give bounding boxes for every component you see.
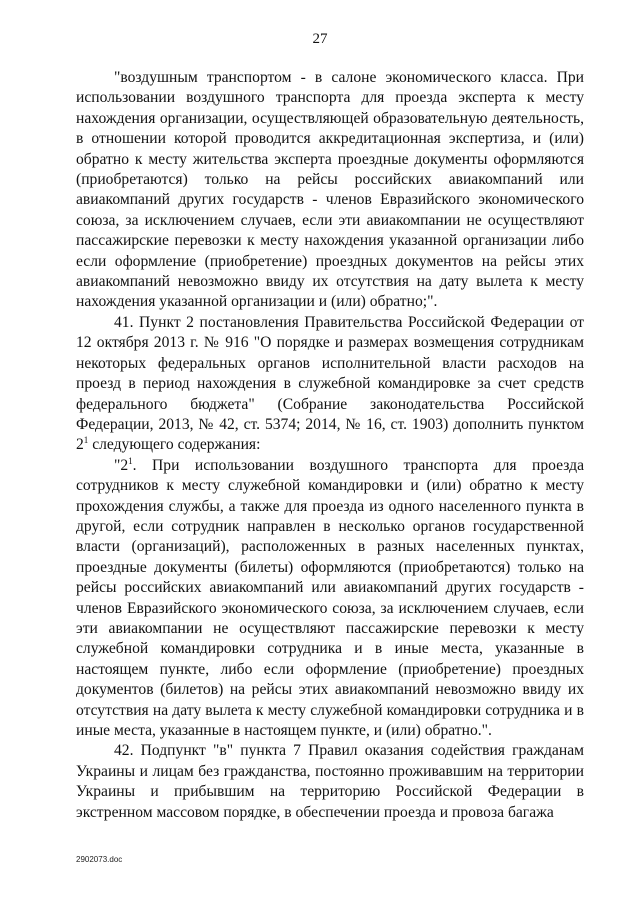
superscript-marker: 1: [83, 435, 89, 446]
document-file-code: 2902073.doc: [76, 855, 123, 864]
paragraph-clause-2-1: [76, 456, 584, 742]
paragraph-item-42: 42. Подпункт "в" пункта 7 Правил оказания содействия гражданам Украины и лицам без гражданства, постоянно проживавшим на территории Украины и прибывшим на территорию Российской Федерации в экстренном массовом порядке, в обеспечении проезда и провоза багажа: [76, 742, 584, 821]
paragraph-text: следующего содержания:: [88, 436, 261, 454]
paragraph-text: . При использовании воздушного транспорта для проезда сотрудников к месту служебной командировки и (или) обратно к месту прохождения службы, а также для проезда из одного населенного пункта в другой, если сотрудник направлен в несколько органов государственной власти (организаций), расположенных в разных населенных пунктах, проездные документы (билеты) оформляются (приобретаются) только на рейсы российских авиакомпаний или авиакомпаний других государств - членов Евразийского экономического союза, за исключением случаев, если эти авиакомпании не осуществляют пассажирские перевозки к месту служебной командировки сотрудника и в иные места, указанные в настоящем пункте, либо если оформление (приобретение) проездных документов (билетов) на рейсы этих авиакомпаний невозможно ввиду их отсутствия на дату вылета к месту служебной командировки сотрудника и в иные места, указанные в настоящем пункте, и (или) обратно.".: [76, 456, 584, 739]
page-number: 27: [312, 31, 328, 47]
superscript-marker: 1: [128, 455, 133, 466]
paragraph-quoted-continuation: "воздушным транспортом - в салоне экономического класса. При использовании воздушного транспорта для проезда эксперта к месту нахождения организации, осуществляющей образовательную деятельность, в отношении которой проводится аккредитационная экспертиза, и (или) обратно к месту жительства эксперта проездные документы оформляются (приобретаются) только на рейсы российских авиакомпаний или авиакомпаний других государств - членов Евразийского экономического союза, за исключением случаев, если эти авиакомпании не осуществляют пассажирские перевозки к месту нахождения указанной организации либо если оформление (приобретение) проездных документов на рейсы этих авиакомпаний невозможно ввиду их отсутствия на дату вылета к месту нахождения указанной организации и (или) обратно;".: [76, 69, 584, 311]
paragraph-text: 41. Пункт 2 постановления Правительства Российской Федерации от 12 октября 2013 г. № 916 "О порядке и размерах возмещения сотрудникам некоторых федеральных органов исполнительной власти расходов на проезд в период нахождения в служебной командировке за счет средств федерального бюджета" (Собрание законодательства Российской Федерации, 2013, № 42, ст. 5374; 2014, № 16, ст. 1903) дополнить пунктом 2: [76, 313, 584, 454]
paragraph-text: "2: [114, 456, 129, 474]
paragraph-item-41: [76, 313, 584, 456]
document-body: [76, 68, 584, 823]
